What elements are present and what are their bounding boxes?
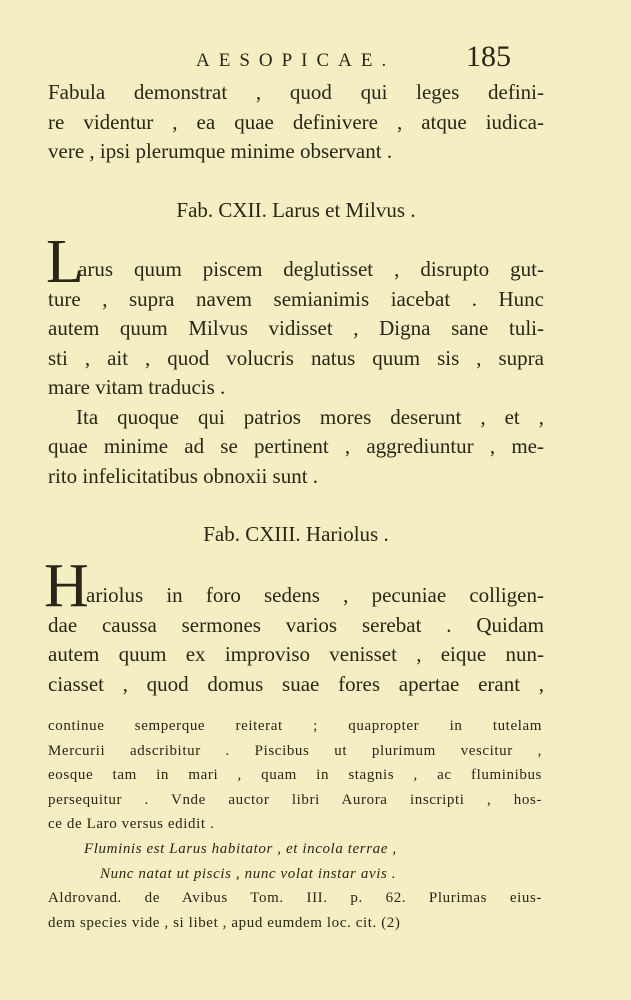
text-line: autem quum Milvus vidisset , Digna sane tuli- xyxy=(48,316,544,340)
note-line: persequitur . Vnde auctor libri Aurora inscripti , hos- xyxy=(48,791,542,808)
text-line: mare vitam traducis . xyxy=(48,375,226,399)
fable-113-title: Fab. CXIII. Hariolus . xyxy=(203,522,389,546)
note-line: continue semperque reiterat ; quapropter in tutelam xyxy=(48,718,542,734)
fable-113-drop-cap: H xyxy=(44,552,89,620)
text-line: autem quum ex improviso venisset , eique nun- xyxy=(48,642,544,666)
text-line: Ita quoque qui patrios mores deserunt , et , xyxy=(76,404,544,429)
page-number: 185 xyxy=(466,40,511,73)
text-line: arus quum piscem deglutisset , disrupto gut- xyxy=(78,257,544,281)
text-line: rito infelicitatibus obnoxii sunt . xyxy=(48,463,319,488)
fable-112-title: Fab. CXII. Larus et Milvus . xyxy=(176,198,416,222)
text-line: ture , supra navem semianimis iacebat . Hunc xyxy=(48,286,544,311)
text-line: Fabula demonstrat , quod qui leges defini- xyxy=(48,80,544,104)
footnote xyxy=(48,714,542,935)
page-header xyxy=(0,38,631,78)
text-line: sti , ait , quod volucris natus quum sis , supra xyxy=(48,345,544,370)
text-line: quae minime ad se pertinent , aggrediuntur , me- xyxy=(48,434,544,458)
verse-line: Nunc natat ut piscis , nunc volat instar avis . xyxy=(100,865,397,882)
fable-112-body xyxy=(48,255,544,491)
text-line: vere , ipsi plerumque minime observant . xyxy=(48,139,393,163)
fable-112-drop-cap: L xyxy=(46,228,84,296)
note-line: eosque tam in mari , quam in stagnis , ac fluminibus xyxy=(48,767,542,784)
text-line: ciasset , quod domus suae fores apertae erant , xyxy=(48,671,544,696)
text-line: dae caussa sermones varios serebat . Quidam xyxy=(48,612,544,637)
text-line: re videntur , ea quae definivere , atque iudica- xyxy=(48,109,544,134)
note-line: dem species vide , si libet , apud eumdem loc. cit. (2) xyxy=(48,914,401,931)
verse-line: Fluminis est Larus habitator , et incola terrae , xyxy=(84,840,397,857)
fable-113-body xyxy=(48,581,544,699)
intro-paragraph xyxy=(48,78,544,167)
note-line: Aldrovand. de Avibus Tom. III. p. 62. Plurimas eius- xyxy=(48,890,542,907)
text-line: ariolus in foro sedens , pecuniae colligen- xyxy=(86,583,544,607)
note-line: ce de Laro versus edidit . xyxy=(48,816,215,833)
note-line: Mercurii adscribitur . Piscibus ut plurimum vescitur , xyxy=(48,742,542,759)
running-title: AESOPICAE. xyxy=(196,50,396,71)
